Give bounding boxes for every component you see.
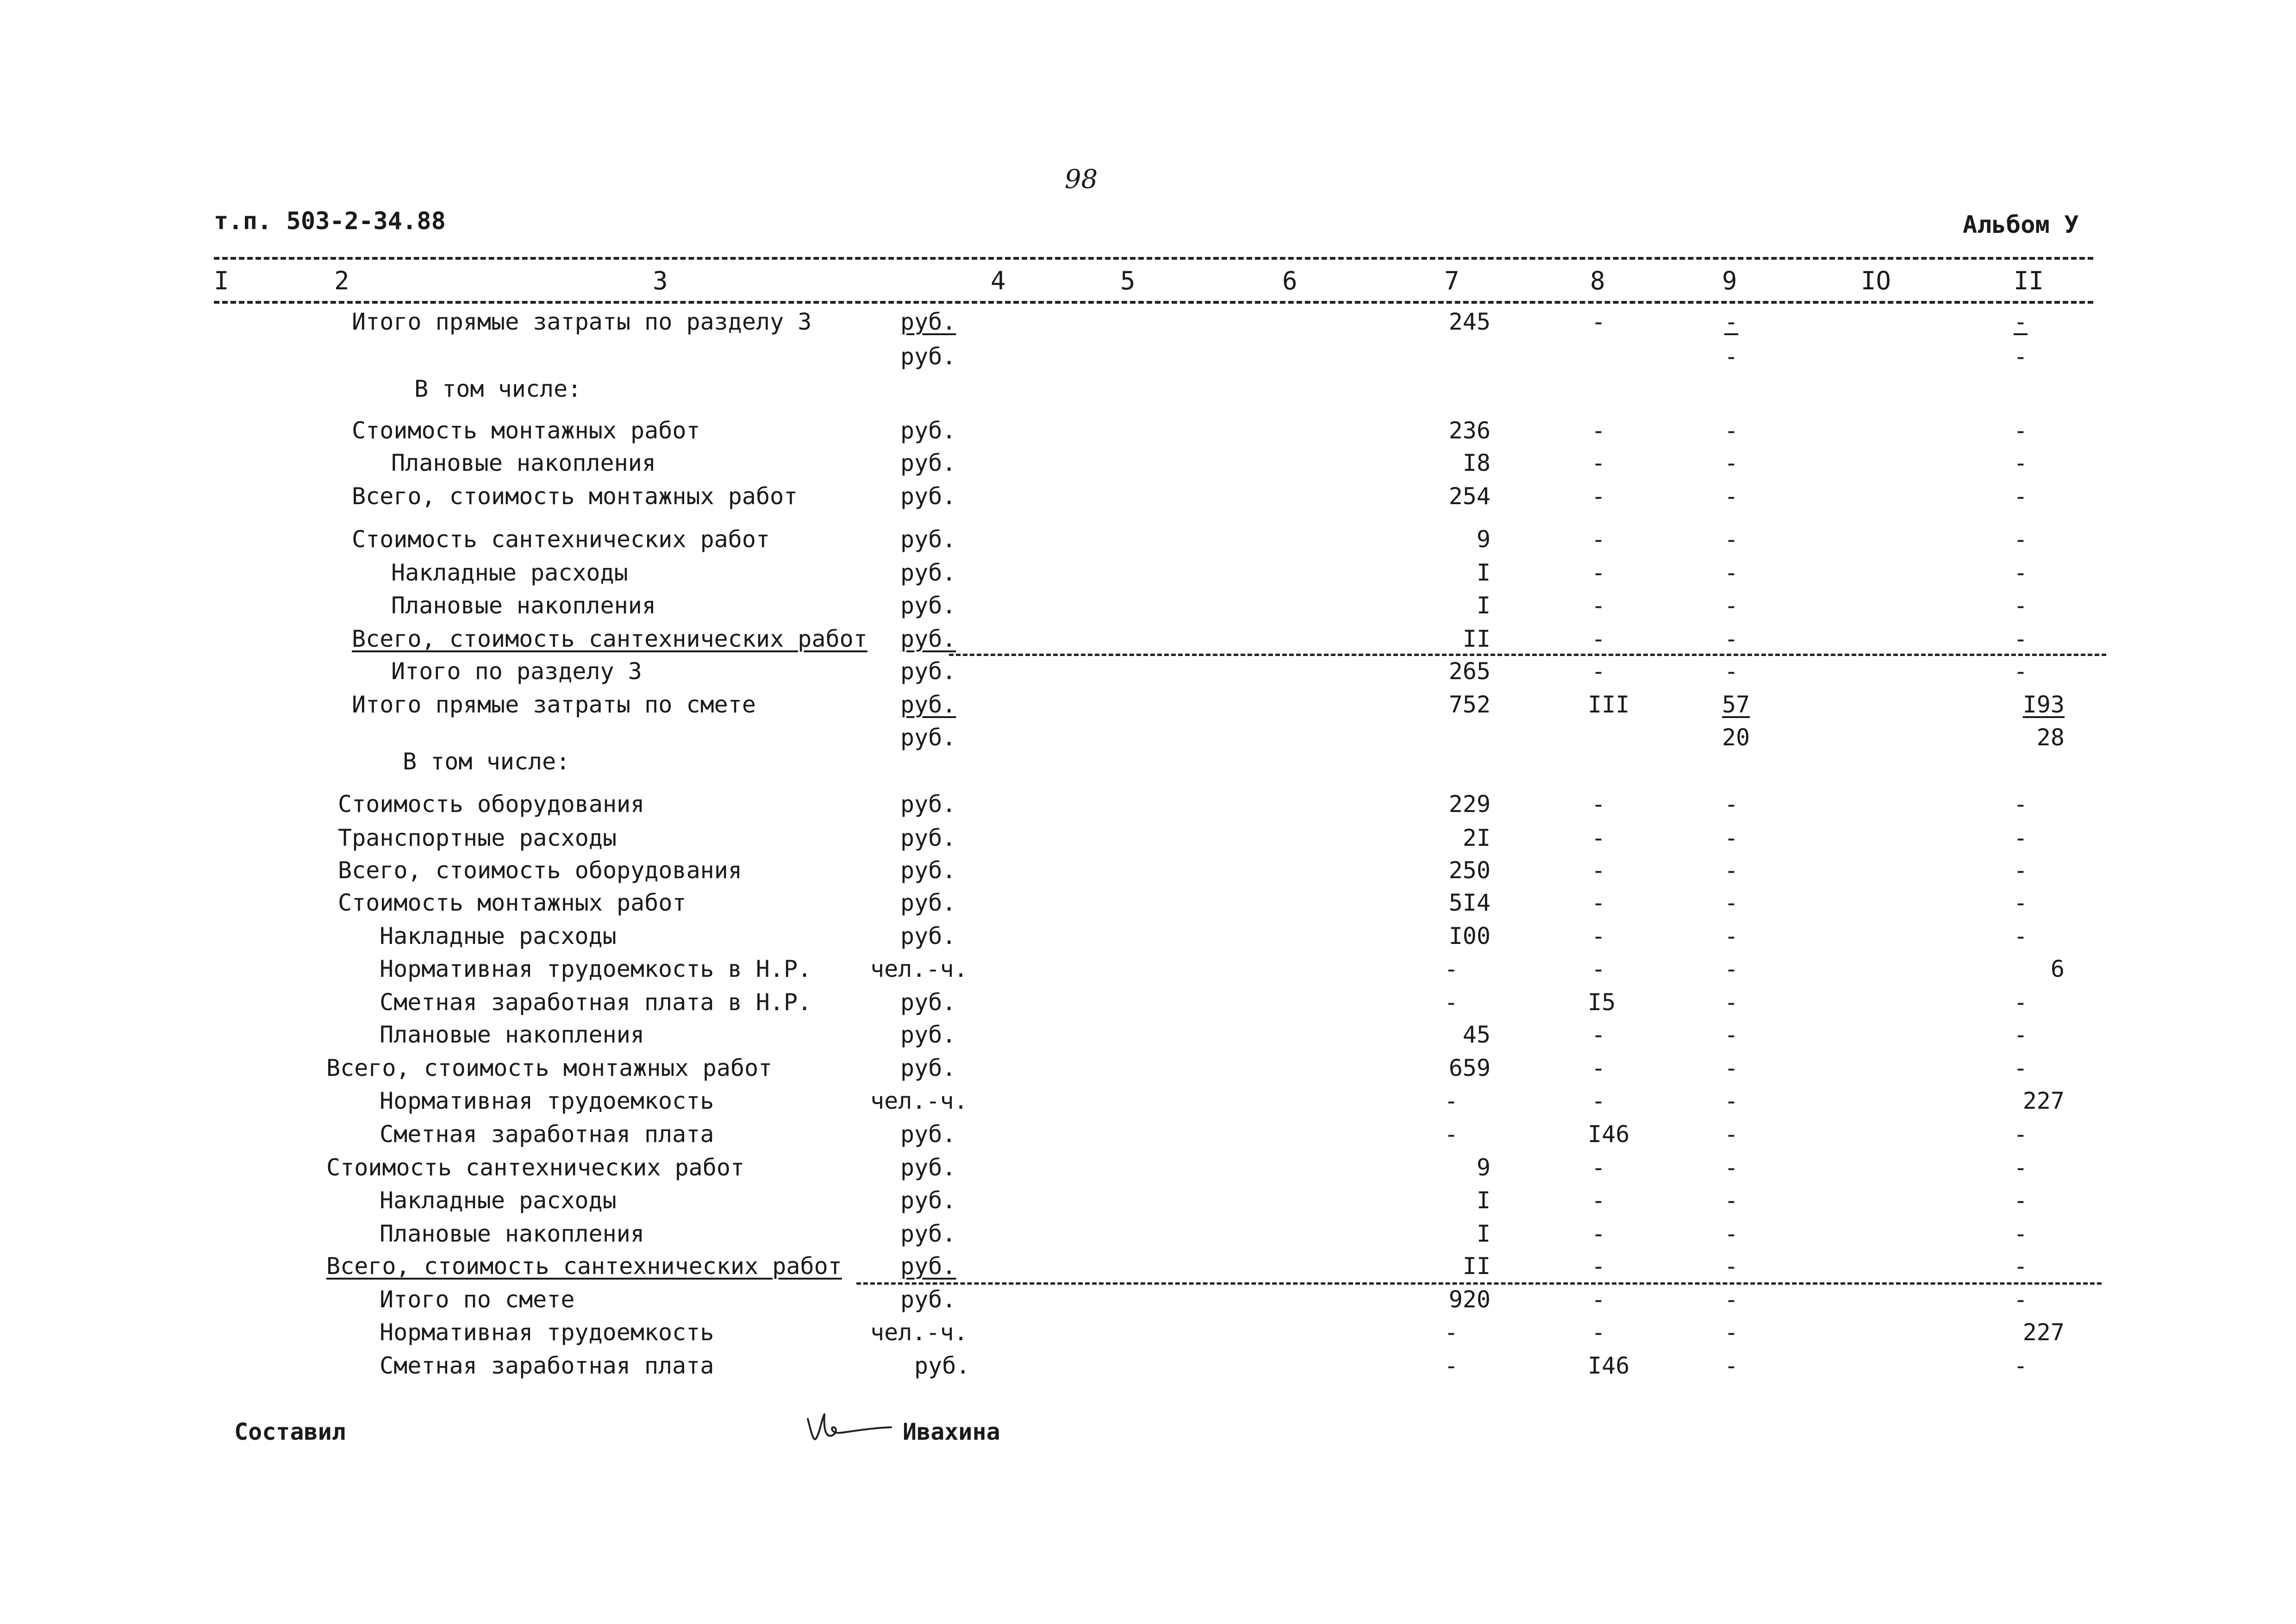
col9-value: -: [1724, 1154, 1739, 1181]
col9-value: -: [1724, 1253, 1739, 1280]
col11-value: -: [2014, 1286, 2028, 1313]
col9-value: -: [1724, 1121, 1739, 1148]
header-bottom-rule: [214, 301, 2093, 304]
col9-value: -: [1724, 308, 1739, 335]
col8-value: -: [1591, 1187, 1606, 1214]
row-label: Стоимость монтажных работ: [338, 889, 686, 916]
table-row: [0, 924, 2296, 957]
col7-value: I: [1476, 1220, 1491, 1247]
col9-value: -: [1724, 592, 1739, 619]
row-label: Сметная заработная плата: [380, 1121, 714, 1148]
col11-value: 227: [2022, 1319, 2065, 1346]
row-label: Стоимость сантехнических работ: [352, 526, 770, 553]
row-label: Накладные расходы: [391, 559, 628, 586]
table-row: [0, 310, 2296, 343]
row-unit: руб.: [900, 592, 956, 619]
col9-value: -: [1724, 1087, 1739, 1114]
column-header: 9: [1722, 266, 1737, 295]
column-header: 2: [334, 266, 349, 295]
col7-value: 752: [1448, 691, 1491, 718]
col8-value: -: [1591, 526, 1606, 553]
row-label: Нормативная трудоемкость в Н.Р.: [380, 956, 812, 982]
col9-value: -: [1724, 483, 1739, 510]
col7-value: I00: [1448, 923, 1491, 949]
row-label: Итого по смете: [380, 1286, 575, 1313]
header-top-rule: [214, 257, 2093, 260]
col7-value: 659: [1448, 1055, 1491, 1081]
col8-value: -: [1591, 824, 1606, 851]
row-unit: руб.: [900, 1253, 956, 1280]
col8-value: -: [1591, 1087, 1606, 1114]
row-label: Итого по разделу 3: [391, 658, 642, 685]
col9-value: -: [1724, 923, 1739, 949]
col11-value: -: [2014, 559, 2028, 586]
col7-value: -: [1444, 1319, 1459, 1346]
col7-value: 236: [1448, 417, 1491, 444]
col11-value: -: [2014, 450, 2028, 476]
col11-value: -: [2014, 592, 2028, 619]
col9-value: -: [1724, 824, 1739, 851]
row-unit: руб.: [900, 308, 956, 335]
row-unit: руб.: [900, 1121, 956, 1148]
table-row: [0, 826, 2296, 859]
row-label: Стоимость оборудования: [338, 791, 645, 818]
row-unit: чел.-ч.: [870, 1319, 968, 1346]
row-label: Плановые накопления: [380, 1021, 644, 1048]
col9-value: -: [1724, 956, 1739, 982]
row-unit: руб.: [900, 1055, 956, 1081]
row-unit: руб.: [900, 450, 956, 476]
row-label: В том числе:: [403, 748, 570, 775]
table-row: [0, 991, 2296, 1023]
row-unit: руб.: [900, 658, 956, 685]
col11-value: -: [2014, 889, 2028, 916]
col11-value: -: [2014, 824, 2028, 851]
col11-value: 28: [2036, 724, 2065, 751]
col9-value: -: [1724, 450, 1739, 476]
col7-value: 2I: [1462, 824, 1491, 851]
col9-value: -: [1724, 625, 1739, 652]
col11-value: -: [2014, 989, 2028, 1016]
column-header: 8: [1590, 266, 1605, 295]
row-label: Всего, стоимость сантехнических работ: [352, 625, 867, 652]
row-unit: руб.: [900, 724, 956, 751]
col8-value: -: [1591, 559, 1606, 586]
col11-value: -: [2014, 1187, 2028, 1214]
col9-value: -: [1724, 989, 1739, 1016]
compiled-by-label: Составил: [234, 1418, 346, 1445]
col7-value: I: [1476, 559, 1491, 586]
col11-value: -: [2014, 1154, 2028, 1181]
row-unit: руб.: [900, 857, 956, 884]
col7-value: I8: [1462, 450, 1491, 476]
col11-value: -: [2014, 658, 2028, 685]
row-label: Стоимость монтажных работ: [352, 417, 700, 444]
row-label: Сметная заработная плата: [380, 1352, 714, 1379]
col8-value: -: [1591, 1220, 1606, 1247]
table-row: [0, 1023, 2296, 1056]
table-row: [0, 1156, 2296, 1188]
col9-value: -: [1724, 1286, 1739, 1313]
row-unit: руб.: [900, 1021, 956, 1048]
row-unit: руб.: [900, 417, 956, 444]
col8-value: -: [1591, 956, 1606, 982]
row-unit: руб.: [900, 989, 956, 1016]
col9-value: -: [1724, 1021, 1739, 1048]
col8-value: -: [1591, 625, 1606, 652]
table-row: [0, 693, 2296, 725]
row-unit: руб.: [900, 559, 956, 586]
col7-value: I: [1476, 592, 1491, 619]
col9-value: -: [1724, 658, 1739, 685]
col8-value: -: [1591, 1319, 1606, 1346]
table-row: [0, 750, 2296, 782]
table-row: [0, 793, 2296, 825]
col7-value: -: [1444, 1352, 1459, 1379]
row-unit: руб.: [900, 1286, 956, 1313]
col8-value: I5: [1588, 989, 1616, 1016]
col7-value: 9: [1476, 1154, 1491, 1181]
col11-value: I93: [2022, 691, 2065, 718]
col9-value: -: [1724, 417, 1739, 444]
row-label: Транспортные расходы: [338, 824, 617, 851]
col7-value: II: [1462, 1253, 1491, 1280]
row-label: Итого прямые затраты по разделу 3: [352, 308, 812, 335]
row-label: Накладные расходы: [380, 923, 617, 949]
column-header: IO: [1861, 266, 1891, 295]
col11-value: -: [2014, 1055, 2028, 1081]
section-separator-rule: [949, 654, 2106, 656]
col8-value: -: [1591, 483, 1606, 510]
table-row: [0, 485, 2296, 517]
row-label: Плановые накопления: [391, 450, 656, 476]
row-unit: руб.: [900, 691, 956, 718]
col7-value: 9: [1476, 526, 1491, 553]
row-label: Всего, стоимость монтажных работ: [326, 1055, 773, 1081]
col11-value: -: [2014, 308, 2028, 335]
col8-value: I46: [1588, 1121, 1630, 1148]
row-unit: руб.: [900, 343, 956, 370]
row-unit: руб.: [900, 483, 956, 510]
col8-value: -: [1591, 1286, 1606, 1313]
col9-value: -: [1724, 1352, 1739, 1379]
col9-value: -: [1724, 526, 1739, 553]
compiler-name: Ивахина: [903, 1418, 1000, 1445]
col11-value: -: [2014, 343, 2028, 370]
column-header: II: [2014, 266, 2044, 295]
row-label: Нормативная трудоемкость: [380, 1319, 714, 1346]
row-label: Всего, стоимость монтажных работ: [352, 483, 798, 510]
row-unit: руб.: [900, 526, 956, 553]
col9-value: 57: [1722, 691, 1750, 718]
table-row: [0, 528, 2296, 560]
row-unit: руб.: [900, 1154, 956, 1181]
table-row: [0, 561, 2296, 593]
table-row: [0, 1123, 2296, 1155]
summary-separator-rule: [856, 1282, 2102, 1285]
col8-value: -: [1591, 417, 1606, 444]
row-label: Сметная заработная плата в Н.Р.: [380, 989, 812, 1016]
table-row: [0, 345, 2296, 377]
column-header: I: [214, 266, 229, 295]
col11-value: -: [2014, 526, 2028, 553]
album-label: Альбом У: [1963, 211, 2079, 239]
col8-value: -: [1591, 308, 1606, 335]
col7-value: 5I4: [1448, 889, 1491, 916]
col9-value: -: [1724, 857, 1739, 884]
row-unit: руб.: [900, 824, 956, 851]
table-row: [0, 594, 2296, 626]
col7-value: -: [1444, 989, 1459, 1016]
table-row: [0, 859, 2296, 891]
row-unit: чел.-ч.: [870, 956, 968, 982]
col7-value: 245: [1448, 308, 1491, 335]
column-header: 5: [1120, 266, 1136, 295]
col9-value: -: [1724, 343, 1739, 370]
row-unit: руб.: [900, 625, 956, 652]
col9-value: -: [1724, 1220, 1739, 1247]
col11-value: -: [2014, 923, 2028, 949]
table-row: [0, 377, 2296, 410]
col7-value: -: [1444, 1121, 1459, 1148]
table-row: [0, 1354, 2296, 1387]
signature-icon: [803, 1410, 896, 1447]
col8-value: -: [1591, 658, 1606, 685]
table-row: [0, 1189, 2296, 1221]
col11-value: -: [2014, 1021, 2028, 1048]
col11-value: -: [2014, 1352, 2028, 1379]
column-header: 3: [653, 266, 668, 295]
table-row: [0, 451, 2296, 484]
row-label: Нормативная трудоемкость: [380, 1087, 714, 1114]
col9-value: -: [1724, 1055, 1739, 1081]
col9-value: -: [1724, 1187, 1739, 1214]
col7-value: -: [1444, 956, 1459, 982]
col8-value: III: [1588, 691, 1630, 718]
column-header: 4: [991, 266, 1006, 295]
row-unit: руб.: [900, 1187, 956, 1214]
col8-value: I46: [1588, 1352, 1630, 1379]
col11-value: 227: [2022, 1087, 2065, 1114]
column-header: 6: [1282, 266, 1298, 295]
col7-value: 45: [1462, 1021, 1491, 1048]
col8-value: -: [1591, 889, 1606, 916]
table-row: [0, 660, 2296, 692]
col11-value: -: [2014, 483, 2028, 510]
col7-value: 250: [1448, 857, 1491, 884]
col7-value: 265: [1448, 658, 1491, 685]
col8-value: -: [1591, 923, 1606, 949]
row-unit: руб.: [900, 791, 956, 818]
col8-value: -: [1591, 1021, 1606, 1048]
col8-value: -: [1591, 1055, 1606, 1081]
col9-value: 20: [1722, 724, 1750, 751]
row-label: Плановые накопления: [391, 592, 656, 619]
col11-value: -: [2014, 1220, 2028, 1247]
col9-value: -: [1724, 791, 1739, 818]
col8-value: -: [1591, 1253, 1606, 1280]
col7-value: 229: [1448, 791, 1491, 818]
row-label: Итого прямые затраты по смете: [352, 691, 756, 718]
col9-value: -: [1724, 1319, 1739, 1346]
col11-value: -: [2014, 625, 2028, 652]
col8-value: -: [1591, 450, 1606, 476]
table-row: [0, 957, 2296, 990]
col11-value: -: [2014, 791, 2028, 818]
col11-value: -: [2014, 1121, 2028, 1148]
table-row: [0, 1056, 2296, 1089]
col7-value: -: [1444, 1087, 1459, 1114]
row-label: Стоимость сантехнических работ: [326, 1154, 745, 1181]
col11-value: -: [2014, 857, 2028, 884]
row-label: Накладные расходы: [380, 1187, 617, 1214]
row-unit: руб.: [900, 923, 956, 949]
col8-value: -: [1591, 791, 1606, 818]
col11-value: -: [2014, 1253, 2028, 1280]
table-row: [0, 419, 2296, 451]
col11-value: 6: [2050, 956, 2065, 982]
table-row: [0, 1222, 2296, 1255]
col9-value: -: [1724, 559, 1739, 586]
column-header: 7: [1444, 266, 1460, 295]
col11-value: -: [2014, 417, 2028, 444]
col7-value: II: [1462, 625, 1491, 652]
page-number: 98: [1065, 164, 1098, 194]
col9-value: -: [1724, 889, 1739, 916]
document-code: т.п. 503-2-34.88: [214, 207, 446, 235]
col7-value: 254: [1448, 483, 1491, 510]
row-label: В том числе:: [414, 375, 582, 402]
row-label: Плановые накопления: [380, 1220, 644, 1247]
table-row: [0, 1089, 2296, 1122]
table-row: [0, 1321, 2296, 1353]
row-unit: руб.: [900, 1220, 956, 1247]
col8-value: -: [1591, 592, 1606, 619]
col8-value: -: [1591, 1154, 1606, 1181]
row-unit: чел.-ч.: [870, 1087, 968, 1114]
row-unit: руб.: [900, 889, 956, 916]
col8-value: -: [1591, 857, 1606, 884]
row-label: Всего, стоимость оборудования: [338, 857, 742, 884]
col7-value: I: [1476, 1187, 1491, 1214]
table-row: [0, 1288, 2296, 1320]
row-unit: руб.: [914, 1352, 970, 1379]
col7-value: 920: [1448, 1286, 1491, 1313]
row-label: Всего, стоимость сантехнических работ: [326, 1253, 842, 1280]
table-row: [0, 891, 2296, 924]
